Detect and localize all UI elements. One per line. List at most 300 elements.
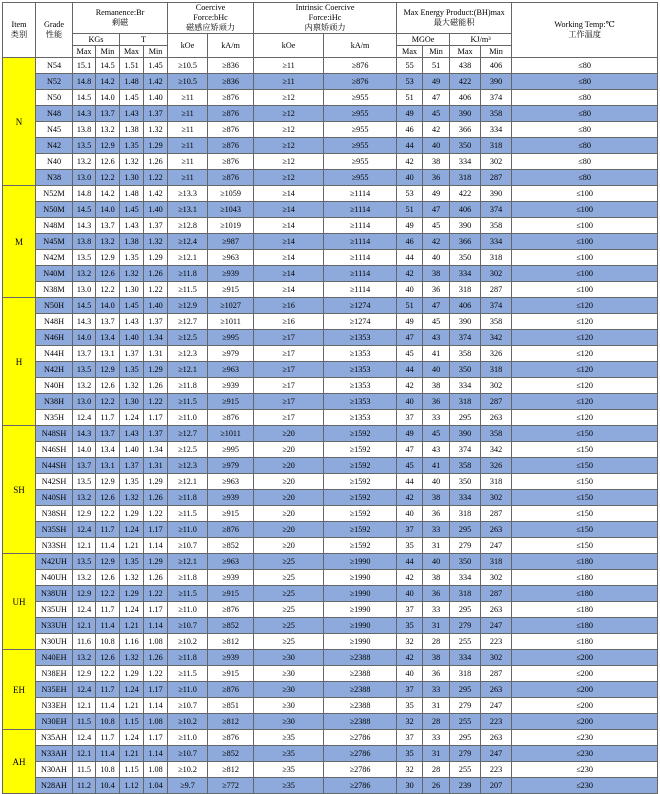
value-cell: ≥876 [208, 170, 254, 186]
value-cell: 1.32 [120, 266, 144, 282]
value-cell: ≥12.1 [168, 554, 208, 570]
value-cell: ≥1353 [324, 394, 397, 410]
value-cell: 1.32 [120, 570, 144, 586]
value-cell: ≥12.1 [168, 362, 208, 378]
value-cell: 279 [450, 618, 481, 634]
value-cell: 1.22 [144, 506, 168, 522]
value-cell: ≥12.9 [168, 298, 208, 314]
value-cell: ≥812 [208, 714, 254, 730]
item-class-cell: N [3, 58, 36, 186]
value-cell: ≤120 [512, 346, 658, 362]
value-cell: 406 [481, 58, 512, 74]
value-cell: 15.1 [73, 58, 96, 74]
value-cell: ≥955 [324, 106, 397, 122]
table-row [3, 282, 658, 298]
value-cell: 37 [397, 602, 423, 618]
value-cell: ≥2388 [324, 666, 397, 682]
value-cell: 1.43 [120, 106, 144, 122]
value-cell: 1.29 [120, 586, 144, 602]
value-cell: 38 [423, 378, 450, 394]
value-cell: ≤150 [512, 538, 658, 554]
header-max: Max [397, 46, 423, 58]
table-row [3, 314, 658, 330]
value-cell: 390 [450, 218, 481, 234]
value-cell: 36 [423, 282, 450, 298]
value-cell: ≥11.5 [168, 506, 208, 522]
value-cell: 374 [450, 330, 481, 346]
value-cell: 31 [423, 698, 450, 714]
item-class-cell: M [3, 186, 36, 298]
value-cell: ≤150 [512, 458, 658, 474]
value-cell: 318 [481, 250, 512, 266]
value-cell: 31 [423, 538, 450, 554]
value-cell: 41 [423, 458, 450, 474]
value-cell: ≥11.0 [168, 682, 208, 698]
value-cell: ≥979 [208, 458, 254, 474]
value-cell: 326 [481, 458, 512, 474]
value-cell: ≤80 [512, 74, 658, 90]
value-cell: 12.2 [96, 586, 120, 602]
value-cell: 1.37 [120, 346, 144, 362]
grade-cell: N42 [36, 138, 73, 154]
value-cell: 1.32 [120, 650, 144, 666]
table-row [3, 714, 658, 730]
value-cell: 13.0 [73, 282, 96, 298]
grade-cell: N35UH [36, 602, 73, 618]
value-cell: 14.0 [73, 442, 96, 458]
value-cell: ≤80 [512, 90, 658, 106]
value-cell: 1.35 [120, 250, 144, 266]
value-cell: 49 [397, 218, 423, 234]
grade-cell: N45 [36, 122, 73, 138]
value-cell: 45 [423, 426, 450, 442]
value-cell: ≥11.5 [168, 394, 208, 410]
value-cell: 350 [450, 474, 481, 490]
value-cell: 1.34 [144, 442, 168, 458]
value-cell: 1.14 [144, 746, 168, 762]
value-cell: 45 [423, 106, 450, 122]
value-cell: ≥1114 [324, 282, 397, 298]
grade-cell: N40SH [36, 490, 73, 506]
table-row [3, 442, 658, 458]
value-cell: 239 [450, 778, 481, 794]
value-cell: 318 [481, 554, 512, 570]
value-cell: 12.9 [73, 506, 96, 522]
value-cell: ≤100 [512, 186, 658, 202]
value-cell: ≥1592 [324, 426, 397, 442]
value-cell: 255 [450, 714, 481, 730]
value-cell: 13.1 [96, 346, 120, 362]
value-cell: ≤180 [512, 570, 658, 586]
table-row [3, 506, 658, 522]
value-cell: ≥20 [254, 426, 324, 442]
value-cell: ≥11.8 [168, 266, 208, 282]
header-working-temp: Working Temp:℃ 工作温度 [512, 3, 658, 58]
value-cell: 295 [450, 730, 481, 746]
grade-cell: N35H [36, 410, 73, 426]
value-cell: 12.6 [96, 650, 120, 666]
value-cell: ≤180 [512, 554, 658, 570]
value-cell: 13.2 [73, 570, 96, 586]
value-cell: 255 [450, 762, 481, 778]
value-cell: ≥2388 [324, 698, 397, 714]
table-row [3, 618, 658, 634]
value-cell: 14.0 [96, 202, 120, 218]
value-cell: 11.2 [73, 778, 96, 794]
ndfeb-grade-table [2, 2, 658, 794]
grade-cell: N50H [36, 298, 73, 314]
value-cell: ≥35 [254, 778, 324, 794]
value-cell: ≥955 [324, 170, 397, 186]
value-cell: ≥11 [254, 58, 324, 74]
value-cell: ≥30 [254, 650, 324, 666]
value-cell: 33 [423, 730, 450, 746]
value-cell: 11.7 [96, 602, 120, 618]
value-cell: 47 [423, 202, 450, 218]
value-cell: 1.15 [120, 762, 144, 778]
value-cell: ≥10.2 [168, 762, 208, 778]
value-cell: ≥836 [208, 58, 254, 74]
value-cell: 302 [481, 154, 512, 170]
value-cell: 1.38 [120, 122, 144, 138]
value-cell: ≥915 [208, 506, 254, 522]
value-cell: 47 [423, 90, 450, 106]
value-cell: ≥17 [254, 330, 324, 346]
value-cell: 406 [450, 202, 481, 218]
table-row [3, 730, 658, 746]
value-cell: 11.7 [96, 522, 120, 538]
value-cell: ≤150 [512, 426, 658, 442]
value-cell: ≤150 [512, 474, 658, 490]
item-class-cell: EH [3, 650, 36, 730]
value-cell: ≥1274 [324, 314, 397, 330]
grade-cell: N40M [36, 266, 73, 282]
value-cell: 13.7 [96, 426, 120, 442]
header-max-energy-product: Max Energy Product:(BH)max 最大磁能积 [397, 3, 512, 34]
value-cell: ≥12.8 [168, 218, 208, 234]
value-cell: ≤120 [512, 362, 658, 378]
value-cell: 49 [397, 314, 423, 330]
header-max: Max [120, 46, 144, 58]
value-cell: 1.37 [144, 314, 168, 330]
value-cell: ≤100 [512, 234, 658, 250]
value-cell: ≥1990 [324, 602, 397, 618]
value-cell: 1.30 [120, 170, 144, 186]
value-cell: 12.4 [73, 682, 96, 698]
value-cell: 1.37 [120, 458, 144, 474]
value-cell: 366 [450, 234, 481, 250]
value-cell: 13.2 [96, 234, 120, 250]
table-row [3, 218, 658, 234]
table-row [3, 698, 658, 714]
value-cell: 1.24 [120, 522, 144, 538]
header-min: Min [96, 46, 120, 58]
value-cell: 28 [423, 762, 450, 778]
value-cell: ≥14 [254, 266, 324, 282]
value-cell: 14.3 [73, 426, 96, 442]
value-cell: ≥852 [208, 746, 254, 762]
value-cell: 358 [450, 346, 481, 362]
value-cell: ≥1592 [324, 474, 397, 490]
table-row [3, 458, 658, 474]
value-cell: ≥14 [254, 186, 324, 202]
value-cell: 1.21 [120, 698, 144, 714]
value-cell: ≤180 [512, 618, 658, 634]
value-cell: ≤120 [512, 314, 658, 330]
grade-cell: N52M [36, 186, 73, 202]
value-cell: ≥12 [254, 170, 324, 186]
value-cell: 42 [397, 570, 423, 586]
grade-cell: N48SH [36, 426, 73, 442]
value-cell: ≥20 [254, 442, 324, 458]
value-cell: 1.48 [120, 186, 144, 202]
value-cell: 1.24 [120, 602, 144, 618]
value-cell: 12.9 [73, 666, 96, 682]
value-cell: 42 [397, 490, 423, 506]
value-cell: ≥12.7 [168, 314, 208, 330]
value-cell: ≥12 [254, 106, 324, 122]
value-cell: 1.29 [120, 506, 144, 522]
value-cell: ≥16 [254, 314, 324, 330]
value-cell: ≥12.3 [168, 458, 208, 474]
value-cell: 14.2 [96, 186, 120, 202]
value-cell: 255 [450, 634, 481, 650]
value-cell: ≥10.7 [168, 618, 208, 634]
value-cell: ≥35 [254, 730, 324, 746]
value-cell: ≥35 [254, 746, 324, 762]
value-cell: 53 [397, 186, 423, 202]
value-cell: ≤80 [512, 122, 658, 138]
value-cell: 12.9 [96, 474, 120, 490]
value-cell: ≥876 [208, 602, 254, 618]
value-cell: 207 [481, 778, 512, 794]
item-class-cell: AH [3, 730, 36, 794]
value-cell: ≥25 [254, 618, 324, 634]
value-cell: ≥12.5 [168, 442, 208, 458]
value-cell: ≥25 [254, 586, 324, 602]
value-cell: ≥20 [254, 522, 324, 538]
value-cell: ≥876 [208, 106, 254, 122]
value-cell: 26 [423, 778, 450, 794]
value-cell: 40 [423, 362, 450, 378]
value-cell: ≥876 [208, 522, 254, 538]
value-cell: ≥1043 [208, 202, 254, 218]
value-cell: 358 [481, 426, 512, 442]
value-cell: 35 [397, 618, 423, 634]
value-cell: 1.42 [144, 186, 168, 202]
value-cell: ≥11.0 [168, 602, 208, 618]
value-cell: 14.3 [73, 106, 96, 122]
value-cell: ≥2786 [324, 778, 397, 794]
value-cell: 1.34 [144, 330, 168, 346]
value-cell: 1.14 [144, 618, 168, 634]
value-cell: 46 [397, 234, 423, 250]
value-cell: ≥13.1 [168, 202, 208, 218]
table-row [3, 170, 658, 186]
value-cell: ≥17 [254, 378, 324, 394]
value-cell: 14.5 [73, 90, 96, 106]
value-cell: 279 [450, 698, 481, 714]
value-cell: ≤200 [512, 666, 658, 682]
value-cell: 40 [423, 250, 450, 266]
value-cell: ≥852 [208, 618, 254, 634]
value-cell: 334 [481, 234, 512, 250]
value-cell: 38 [423, 154, 450, 170]
value-cell: 12.6 [96, 378, 120, 394]
value-cell: ≥14 [254, 218, 324, 234]
value-cell: ≥963 [208, 362, 254, 378]
unit-kgs: KGs [73, 34, 120, 46]
value-cell: ≥1114 [324, 234, 397, 250]
value-cell: ≥11 [168, 90, 208, 106]
value-cell: 334 [450, 378, 481, 394]
value-cell: 12.2 [96, 506, 120, 522]
value-cell: 12.1 [73, 698, 96, 714]
value-cell: 287 [481, 394, 512, 410]
value-cell: 12.9 [73, 586, 96, 602]
value-cell: 287 [481, 586, 512, 602]
table-row [3, 266, 658, 282]
grade-cell: N52 [36, 74, 73, 90]
value-cell: ≥20 [254, 474, 324, 490]
value-cell: ≥876 [208, 730, 254, 746]
table-row [3, 570, 658, 586]
value-cell: ≥10.7 [168, 698, 208, 714]
value-cell: ≥30 [254, 698, 324, 714]
value-cell: 37 [397, 682, 423, 698]
value-cell: 374 [450, 442, 481, 458]
value-cell: 1.30 [120, 394, 144, 410]
value-cell: ≥20 [254, 490, 324, 506]
grade-cell: N38SH [36, 506, 73, 522]
value-cell: ≥11.0 [168, 410, 208, 426]
value-cell: ≥11.0 [168, 730, 208, 746]
value-cell: 1.08 [144, 634, 168, 650]
value-cell: 36 [423, 394, 450, 410]
value-cell: 334 [450, 266, 481, 282]
value-cell: ≤80 [512, 58, 658, 74]
value-cell: ≥11.5 [168, 586, 208, 602]
grade-cell: N40H [36, 378, 73, 394]
value-cell: ≥955 [324, 154, 397, 170]
value-cell: ≥10.5 [168, 74, 208, 90]
value-cell: 35 [397, 538, 423, 554]
value-cell: ≥35 [254, 762, 324, 778]
value-cell: 11.4 [96, 746, 120, 762]
value-cell: ≥10.7 [168, 538, 208, 554]
value-cell: 14.8 [73, 74, 96, 90]
value-cell: 1.45 [120, 202, 144, 218]
value-cell: 334 [450, 490, 481, 506]
value-cell: ≥12.1 [168, 474, 208, 490]
value-cell: 13.4 [96, 330, 120, 346]
value-cell: ≥20 [254, 458, 324, 474]
grade-cell: N40EH [36, 650, 73, 666]
value-cell: 45 [423, 218, 450, 234]
value-cell: 374 [481, 202, 512, 218]
value-cell: 12.4 [73, 522, 96, 538]
value-cell: 13.1 [96, 458, 120, 474]
value-cell: 44 [397, 250, 423, 266]
value-cell: 1.24 [120, 682, 144, 698]
value-cell: ≥11 [168, 122, 208, 138]
value-cell: 45 [397, 458, 423, 474]
value-cell: 44 [397, 362, 423, 378]
value-cell: 12.6 [96, 490, 120, 506]
value-cell: ≥2786 [324, 746, 397, 762]
value-cell: ≥25 [254, 554, 324, 570]
value-cell: 1.14 [144, 698, 168, 714]
value-cell: 12.4 [73, 602, 96, 618]
table-row [3, 106, 658, 122]
value-cell: 32 [397, 714, 423, 730]
value-cell: 223 [481, 714, 512, 730]
value-cell: 47 [397, 442, 423, 458]
value-cell: 13.5 [73, 138, 96, 154]
value-cell: ≥1592 [324, 538, 397, 554]
value-cell: 223 [481, 634, 512, 650]
value-cell: ≥12.3 [168, 346, 208, 362]
value-cell: ≤200 [512, 682, 658, 698]
header-intrinsic-coercive-force: Intrinsic Coercive Force:iHc 内禀矫顽力 [254, 3, 397, 34]
value-cell: 14.0 [96, 298, 120, 314]
value-cell: 10.8 [96, 714, 120, 730]
value-cell: 12.9 [96, 250, 120, 266]
value-cell: ≥851 [208, 698, 254, 714]
value-cell: ≥10.7 [168, 746, 208, 762]
value-cell: ≥852 [208, 538, 254, 554]
value-cell: 287 [481, 506, 512, 522]
value-cell: ≥11 [168, 106, 208, 122]
value-cell: 43 [423, 442, 450, 458]
value-cell: 36 [423, 586, 450, 602]
value-cell: 33 [423, 682, 450, 698]
value-cell: ≤180 [512, 602, 658, 618]
value-cell: 12.6 [96, 570, 120, 586]
value-cell: ≥1353 [324, 410, 397, 426]
unit-koe-ihc: kOe [254, 34, 324, 58]
value-cell: ≥1592 [324, 442, 397, 458]
value-cell: ≥1114 [324, 186, 397, 202]
value-cell: 263 [481, 410, 512, 426]
value-cell: 12.4 [73, 410, 96, 426]
value-cell: 1.40 [120, 330, 144, 346]
value-cell: 287 [481, 666, 512, 682]
table-row [3, 474, 658, 490]
table-row [3, 346, 658, 362]
table-row [3, 186, 658, 202]
value-cell: ≥16 [254, 298, 324, 314]
value-cell: 33 [423, 410, 450, 426]
value-cell: ≥963 [208, 554, 254, 570]
table-row [3, 762, 658, 778]
value-cell: 334 [481, 122, 512, 138]
value-cell: 326 [481, 346, 512, 362]
value-cell: ≥13.3 [168, 186, 208, 202]
value-cell: 12.2 [96, 666, 120, 682]
value-cell: 1.22 [144, 282, 168, 298]
value-cell: 47 [397, 330, 423, 346]
value-cell: 42 [397, 378, 423, 394]
value-cell: 422 [450, 74, 481, 90]
grade-cell: N44H [36, 346, 73, 362]
value-cell: ≥11 [168, 138, 208, 154]
value-cell: 40 [423, 554, 450, 570]
value-cell: ≥10.5 [168, 58, 208, 74]
value-cell: 390 [450, 106, 481, 122]
value-cell: 438 [450, 58, 481, 74]
value-cell: 1.43 [120, 426, 144, 442]
